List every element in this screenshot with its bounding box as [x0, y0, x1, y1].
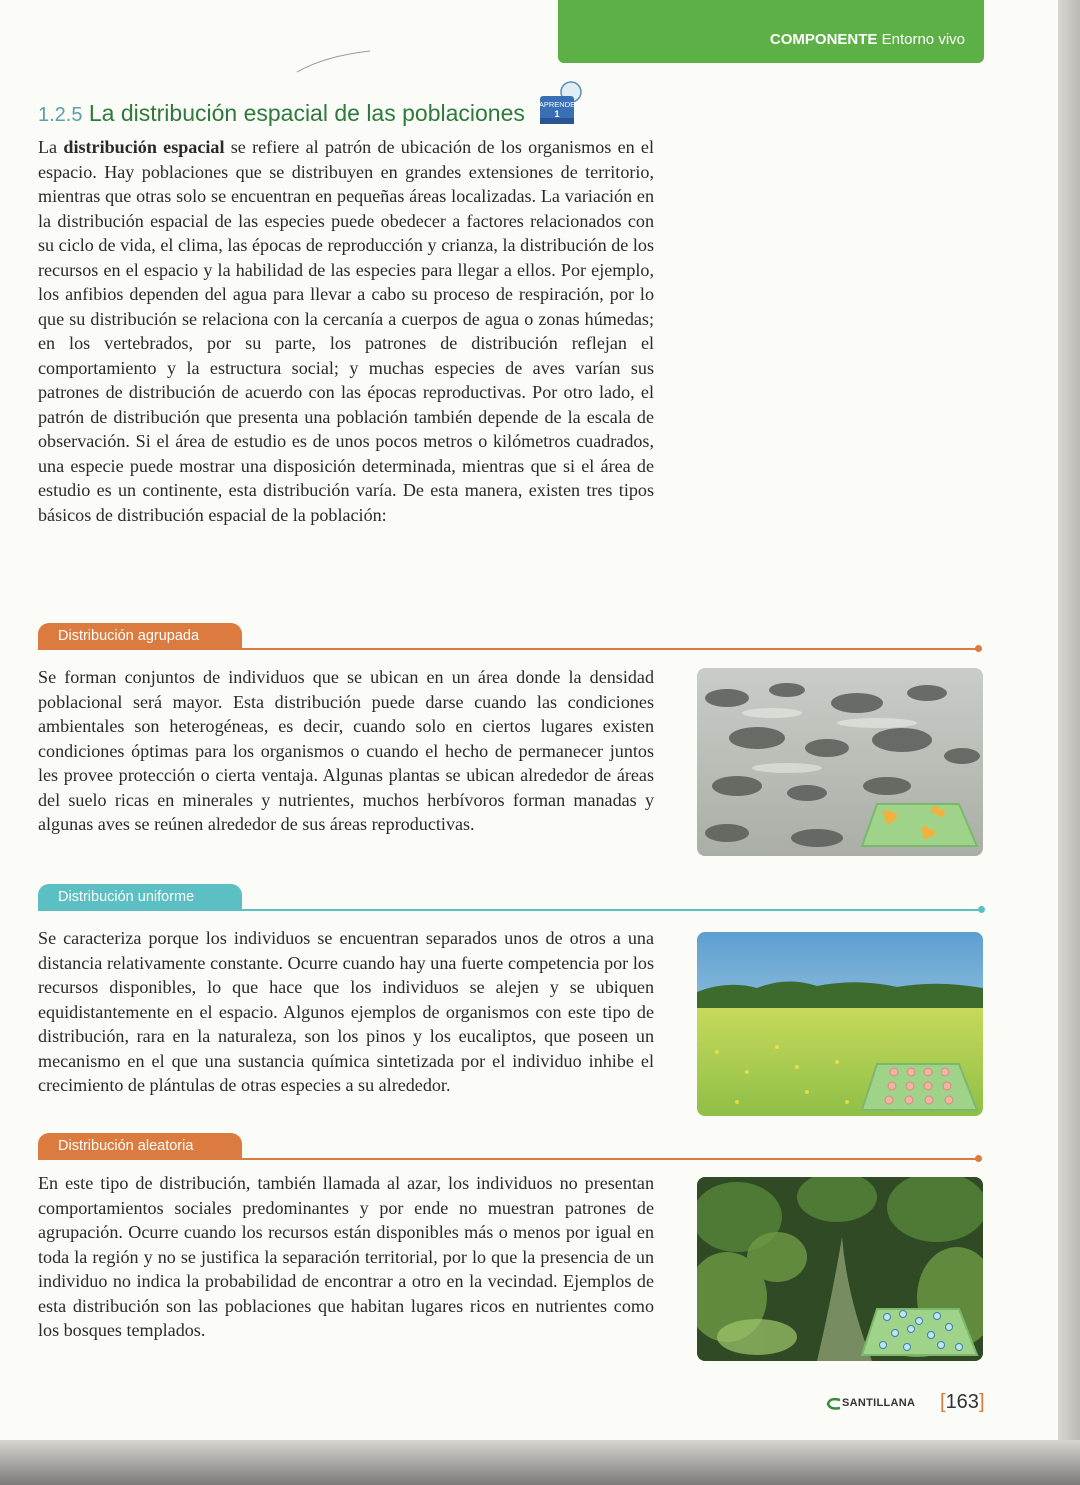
page-number: [940, 1391, 985, 1414]
intro-body: se refiere al patrón de ubicación de los organismos en el espacio. Hay poblaciones que se distribuyen en grandes extensiones de territorio, mientras que otras solo se encuentran en pequeñas áreas localizadas. La variación en la distribución espacial de las especies puede obedecer a factores relacionados con su ciclo de vida, el clima, las épocas de reproducción y crianza, la distribución de los recursos en el espacio y la habilidad de las especies para llegar a ellos. Por ejemplo, los anfibios dependen del agua para llevar a cabo su proceso de respiración, por lo que su distribución se relaciona con la cercanía a cuerpos de agua o zonas húmedas; en los vertebrados, por su parte, los patrones de distribución reflejan el comportamiento y la estructura social; y muchas especies de aves varían sus patrones de distribución de acuerdo con las épocas reproductivas. Por otro lado, el patrón de distribución que presenta una población también depende de la escala de observación. Si el área de estudio es de unos pocos metros o kilómetros cuadrados, una especie puede mostrar una disposición determinada, mientras que si el área de estudio es un continente, esta distribución varía. De esta manera, existen tres tipos básicos de distribución espacial de la población:: [38, 137, 654, 525]
page-bracket-open: [: [940, 1391, 946, 1413]
text-uniforme: Se caracteriza porque los individuos se encuentran separados unos de otros a una distancia relativamente constante. Ocurre cuando hay una fuerte competencia por los recursos disponibles, lo que hace que los individuos se alejen y se ubiquen equidistantemente en el espacio. Algunos ejemplos de organismos con este tipo de distribución, rara en la naturaleza, son los pinos y los eucaliptos, que poseen un mecanismo en el que una sustancia química sintetizada por el individuo inhibe el crecimiento de plántulas de otras especies a su alrededor.: [38, 928, 654, 1095]
rule-end-dot: [978, 906, 985, 913]
page-bracket-close: ]: [978, 1391, 985, 1413]
rule-agrupada: [38, 648, 978, 650]
badge-label: APRENDE: [538, 100, 576, 109]
intro-lead: La: [38, 137, 64, 157]
badge-number: 1: [554, 109, 560, 119]
section-number: 1.2.5: [38, 104, 83, 126]
page-number-value: 163: [945, 1391, 979, 1413]
scan-shadow: [0, 1440, 1080, 1485]
section-title: [38, 100, 525, 127]
rule-aleatoria: [38, 1158, 978, 1160]
stray-mark: [295, 46, 375, 76]
photo-forest: [697, 1177, 983, 1361]
tab-agrupada: Distribución agrupada: [38, 623, 242, 649]
text-aleatoria: En este tipo de distribución, también llamada al azar, los individuos no presentan comportamientos sociales predominantes y por ende no muestran patrones de agrupación. Ocurre cuando los recursos están disponibles más o menos por igual en toda la región y no se justifica la separación territorial, por lo que la presencia de un individuo no indica la probabilidad de encontrar a otro en la vecindad. Ejemplos de esta distribución son las poblaciones que habitan lugares ricos en nutrientes como los bosques templados.: [38, 1173, 654, 1340]
tab-aleatoria: Distribución aleatoria: [38, 1133, 242, 1159]
rule-end-dot: [975, 645, 982, 652]
photo-hippos: [697, 668, 983, 856]
photo-field: [697, 932, 983, 1116]
intro-paragraph: [38, 135, 654, 527]
section-title-text: La distribución espacial de las poblaciones: [88, 100, 525, 126]
intro-term: distribución espacial: [63, 137, 225, 157]
santillana-logo-icon: [826, 1397, 842, 1411]
publisher-name: SANTILLANA: [842, 1397, 916, 1409]
rule-uniforme: [38, 909, 978, 911]
text-agrupada: Se forman conjuntos de individuos que se ubican en un área donde la densidad poblacional será mayor. Esta distribución puede darse cuando las condiciones ambientales son heterogéneas, es decir, cuando solo en ciertos lugares existen condiciones óptimas para los organismos o cuando el hecho de permanecer juntos les provee protección o cierta ventaja. Algunas plantas se ubican alrededor de áreas del suelo ricas en minerales y nutrientes, muchos herbívoros forman manadas y algunas aves se reúnen alrededor de sus áreas reproductivas.: [38, 667, 654, 834]
rule-end-dot: [975, 1155, 982, 1162]
tab-uniforme: Distribución uniforme: [38, 884, 242, 910]
component-label: [770, 31, 965, 48]
component-label-bold: COMPONENTE: [769, 31, 878, 48]
page-gutter: [1058, 0, 1080, 1485]
aprende-badge-icon: [538, 80, 582, 128]
component-label-rest: Entorno vivo: [881, 31, 965, 48]
